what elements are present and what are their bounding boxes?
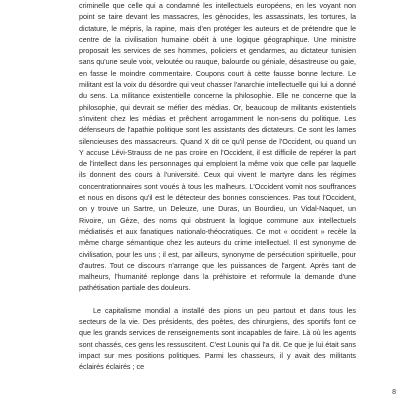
body-text xyxy=(79,0,356,373)
paragraph-1: criminelle que celle qui a condamné les intellectuels européens, en les voyant non point se taire devant les massacres, les génocides, les assassinats, les tortures, la dictature, le mépris, la rapine, mais d'en protéger les auteurs et de prétendre que le centre de la civilisation humaine obéit à une logique géographique. Une ministre proposait les services de ses hommes, policiers et gendarmes, au dictateur tunisien sans qu'une seule voix, veloutée ou rauque, balourde ou géniale, désastreuse ou gaie, en fasse le moindre commentaire. Coupons court à cette fausse bonne lecture. Le militant est la voix du désordre qui veut chasser l'anarchie intellectuelle qui lui a donné du sens. La militance existentielle concerne la philosophie. Elle ne concerne que la philosophie, qui devrait se méfier des médias. Or, beaucoup de militants existentiels s'invitent chez les médias et prêchent arrogamment le non-sens du politique. Les défenseurs de l'apathie politique sont les assistants des dictateurs. Ce sont les lames silencieuses des massacreurs. Quand X dit ce qu'il pense de l'Occident, ou quand un Y accuse Lévi-Strauss de ne pas croire en l'Occident, il est difficile de repérer la part de l'intellect dans les personnages qui emploient la même voix que celle par laquelle ils donnent des cours à l'université. Ceux qui vivent le martyre dans les régimes concentrationnaires sont voués à tous les malheurs. L'Occident vomit nos souffrances et nous en disons qu'il est le détecteur des bonnes consciences. Pas tout l'Occident, on y trouve un Sartre, un Deleuze, une Duras, un Bourdieu, un Vidal-Naquet, un Rivoire, un Gèze, des noms qui obstruent la logique commune aux intellectuels médiatisés et aux fanatiques nationalo-théocratiques. Ce mot « occident » recèle la même charge sémantique chez les auteurs du crime intellectuel. Il est synonyme de civilisation, pour les uns ; il est, par ailleurs, synonyme de persécution spirituelle, pour d'autres. Tout ce discours n'arrange que les puissances de l'argent. Après tant de malheurs, l'humanité replonge dans la préhistoire et reformule la demande d'une pathétisation partiale des douleurs. xyxy=(79,1,356,293)
page-number: 8 xyxy=(392,389,396,396)
paragraph-2: Le capitalisme mondial a installé des pions un peu partout et dans tous les secteurs de la vie. Des présidents, des poètes, des chirurgiens, des sportifs font ce que les grands services de renseignements sont incapables de faire. Là où les agents sont chassés, ces gens les ressuscitent. C'est Lounis qui l'a dit. Ce que je lui était sans impact sur mes positions politiques. Parmi les chasseurs, il y avait des militants éclairés éclairés ; ce xyxy=(79,305,356,372)
